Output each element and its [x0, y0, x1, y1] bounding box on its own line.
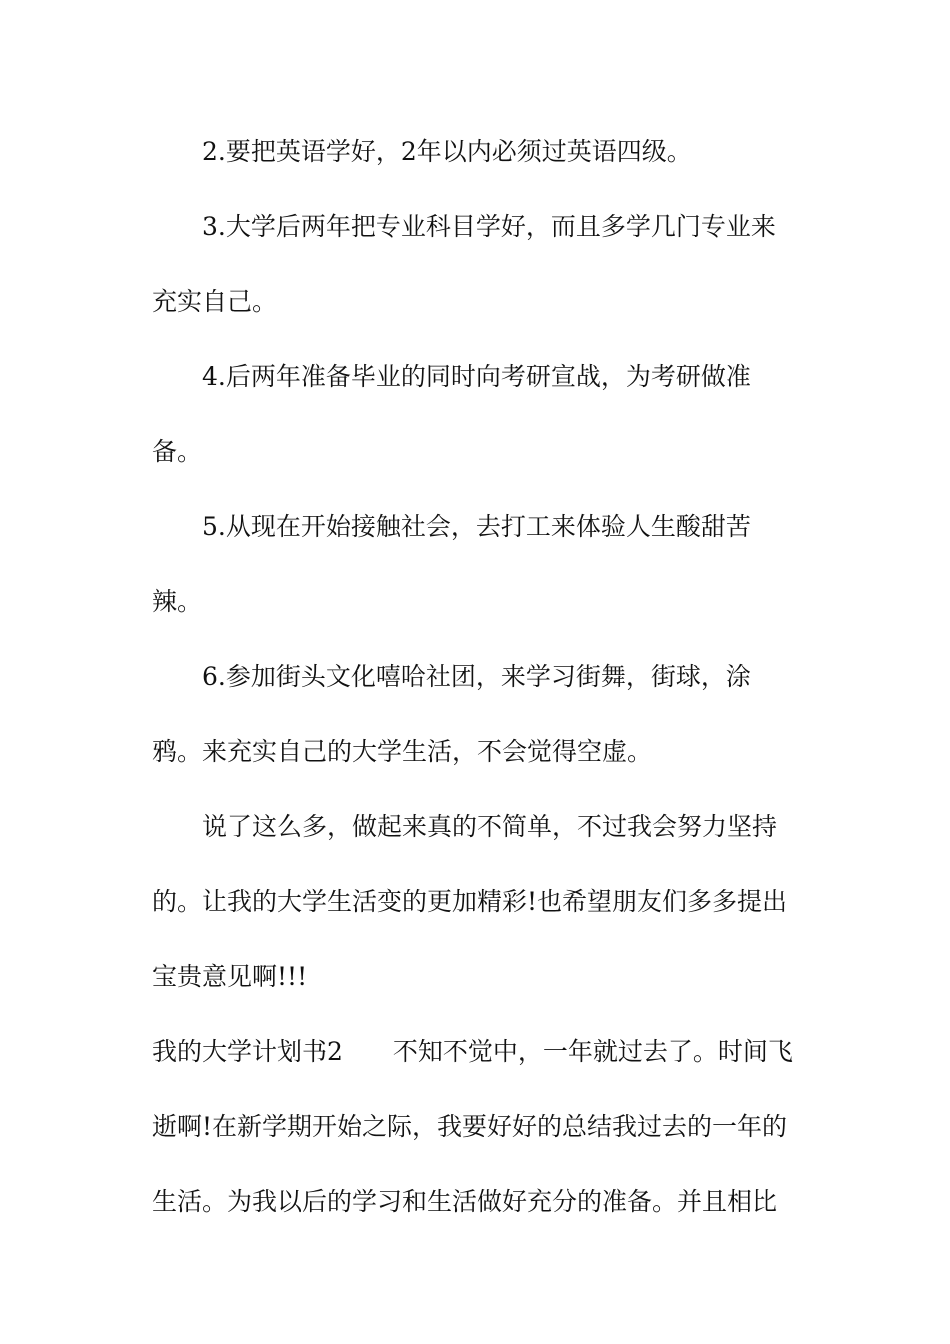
- text-line: 我的大学计划书2 不知不觉中，一年就过去了。时间飞: [152, 1037, 793, 1066]
- text-line: 备。: [152, 437, 203, 466]
- text-line: 辣。: [152, 587, 203, 616]
- text-line: 宝贵意见啊!!!: [152, 962, 308, 991]
- text-line: 鸦。来充实自己的大学生活，不会觉得空虚。: [152, 737, 653, 766]
- text-line: 生活。为我以后的学习和生活做好充分的准备。并且相比: [152, 1187, 778, 1216]
- text-line: 5.从现在开始接触社会，去打工来体验人生酸甜苦: [202, 512, 751, 541]
- text-line: 6.参加街头文化嘻哈社团，来学习街舞，街球，涂: [202, 662, 751, 691]
- text-line: 的。让我的大学生活变的更加精彩!也希望朋友们多多提出: [152, 887, 788, 916]
- text-line: 2.要把英语学好，2年以内必须过英语四级。: [202, 137, 692, 166]
- text-line: 逝啊!在新学期开始之际，我要好好的总结我过去的一年的: [152, 1112, 788, 1141]
- text-line: 说了这么多，做起来真的不简单，不过我会努力坚持: [202, 812, 778, 841]
- text-line: 充实自己。: [152, 287, 278, 316]
- text-line: 3.大学后两年把专业科目学好，而且多学几门专业来: [202, 212, 776, 241]
- text-line: 4.后两年准备毕业的同时向考研宣战，为考研做准: [202, 362, 751, 391]
